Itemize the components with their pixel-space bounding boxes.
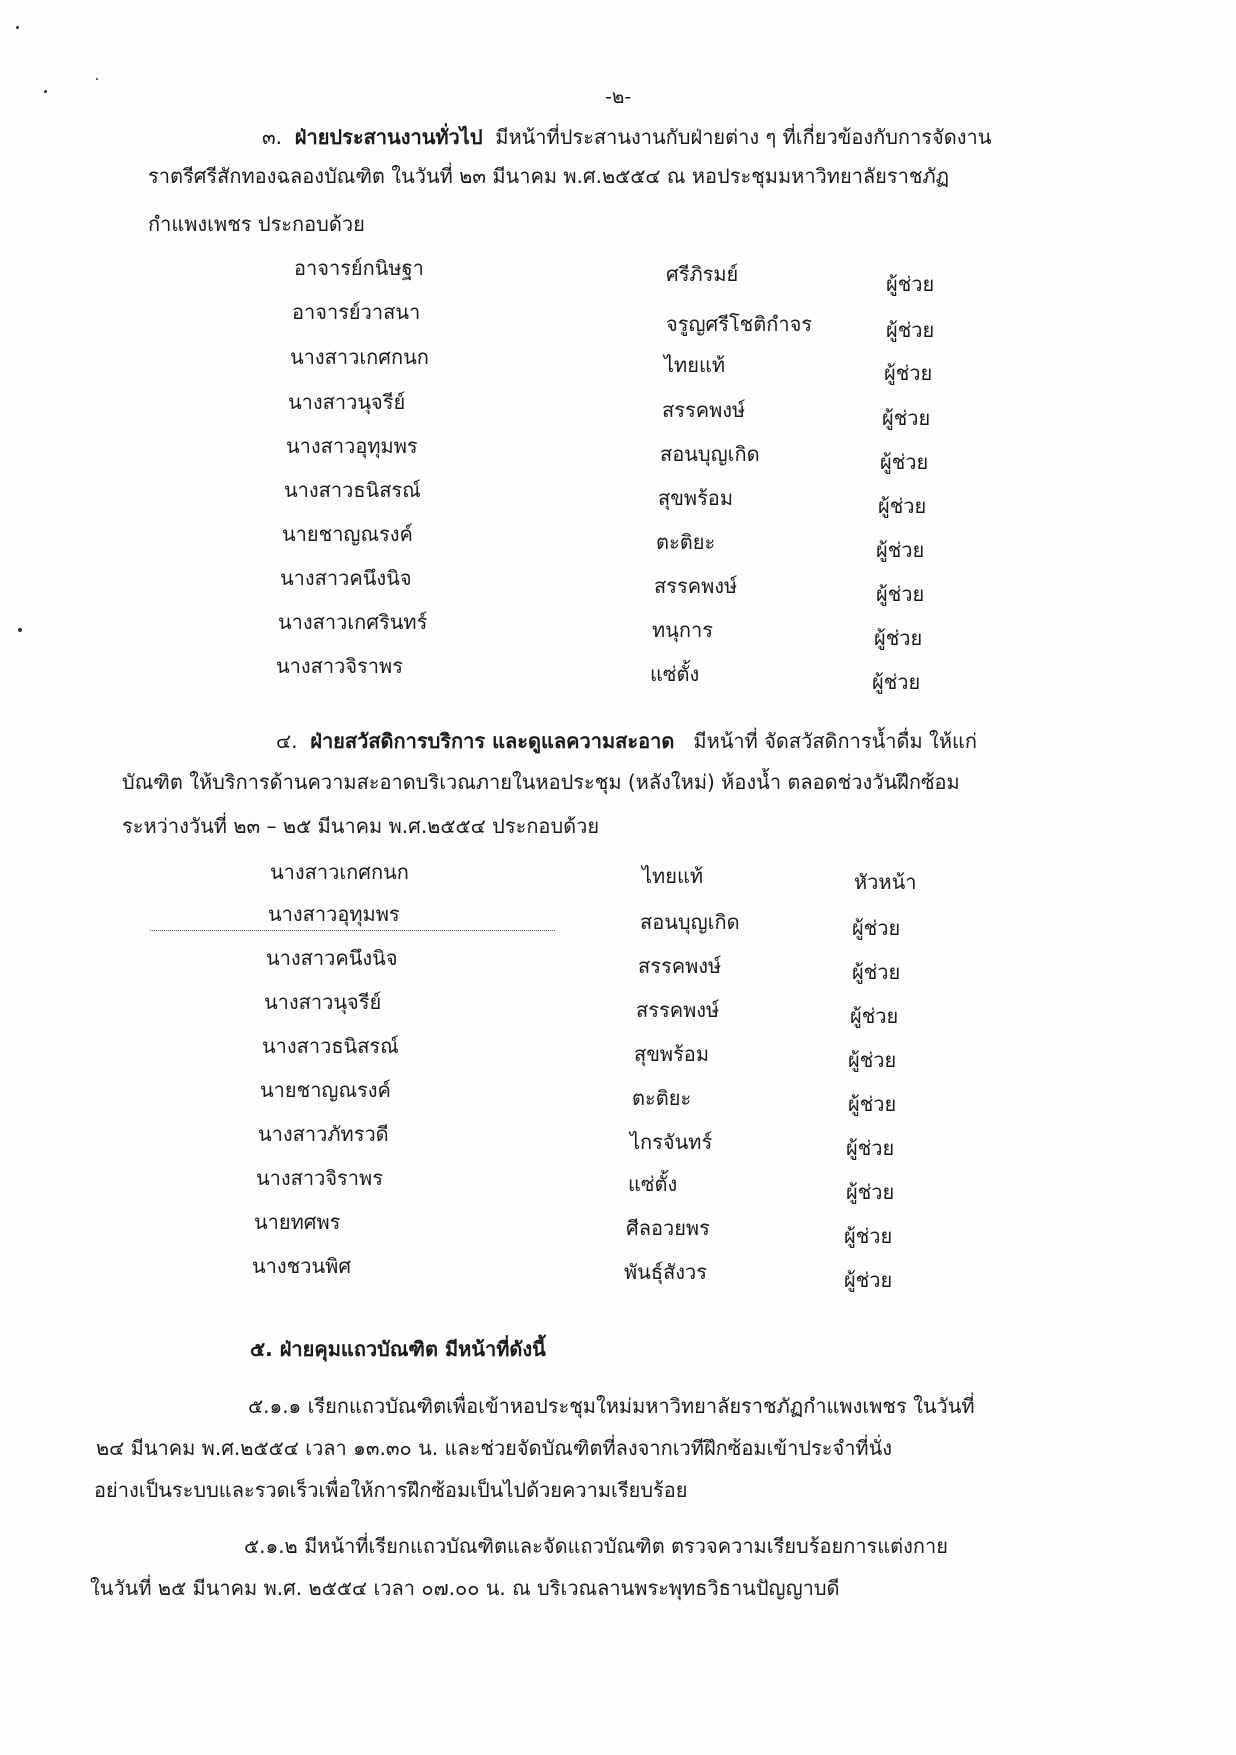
- member-last-name: จรูญศรีโชติกำจร: [666, 312, 813, 336]
- member-first-name: นายชาญณรงค์: [282, 522, 413, 546]
- section5-item1-line1: ๕.๑.๑ เรียกแถวบัณฑิตเพื่อเข้าหอประชุมใหม่มหาวิทยาลัยราชภัฏกำแพงเพชร ในวันที่: [248, 1394, 975, 1418]
- member-first-name: นางชวนพิศ: [252, 1254, 352, 1278]
- member-last-name: ไกรจันทร์: [630, 1130, 713, 1154]
- scan-speck: [16, 26, 19, 29]
- member-first-name: นางสาวธนิสรณ์: [262, 1034, 399, 1058]
- section4-duty: มีหน้าที่ จัดสวัสดิการน้ำดื่ม ให้แก่: [693, 729, 978, 753]
- member-role: ผู้ช่วย: [852, 960, 901, 984]
- section5-heading: ๕. ฝ่ายคุมแถวบัณฑิต มีหน้าที่ดังนี้: [250, 1337, 546, 1361]
- member-role: ผู้ช่วย: [886, 318, 935, 342]
- scan-speck: [44, 90, 47, 93]
- section3-title: ฝ่ายประสานงานทั่วไป: [294, 125, 483, 149]
- section3-line2: ราตรีศรีสักทองฉลองบัณฑิต ในวันที่ ๒๓ มีนาคม พ.ศ.๒๕๕๔ ณ หอประชุมมหาวิทยาลัยราชภัฏ: [148, 164, 950, 188]
- member-role: ผู้ช่วย: [844, 1268, 893, 1292]
- member-first-name: นางสาวเกศรินทร์: [278, 610, 428, 634]
- scan-speck: [96, 78, 98, 80]
- member-last-name: ไทยแท้: [664, 353, 726, 377]
- member-last-name: สอนบุญเกิด: [640, 910, 740, 934]
- section4-line2: บัณฑิต ให้บริการด้านความสะอาดบริเวณภายในหอประชุม (หลังใหม่) ห้องน้ำ ตลอดช่วงวันฝึกซ้อม: [122, 770, 960, 794]
- member-first-name: นายทศพร: [254, 1210, 341, 1234]
- member-last-name: สรรคพงษ์: [638, 954, 722, 978]
- section5-item2-line1: ๕.๑.๒ มีหน้าที่เรียกแถวบัณฑิตและจัดแถวบัณฑิต ตรวจความเรียบร้อยการแต่งกาย: [244, 1534, 948, 1558]
- dotted-line: [150, 930, 555, 931]
- member-first-name: นางสาวจิราพร: [256, 1166, 383, 1190]
- section3-number: ๓.: [262, 125, 283, 149]
- section3-heading-line: [262, 124, 991, 150]
- section3-line3: กำแพงเพชร ประกอบด้วย: [148, 212, 365, 236]
- member-role: ผู้ช่วย: [886, 272, 935, 296]
- section4-heading-line: [276, 728, 977, 754]
- member-first-name: นางสาวอุทุมพร: [286, 434, 418, 458]
- member-first-name: อาจารย์วาสนา: [292, 300, 421, 324]
- member-role: ผู้ช่วย: [846, 1180, 895, 1204]
- member-last-name: แซ่ตั้ง: [628, 1172, 678, 1196]
- member-role: หัวหน้า: [854, 870, 917, 894]
- scan-speck: [18, 628, 22, 632]
- member-role: ผู้ช่วย: [852, 916, 901, 940]
- member-first-name: นางสาวภัทรวดี: [258, 1122, 389, 1146]
- member-role: ผู้ช่วย: [876, 538, 925, 562]
- page-number: -๒-: [605, 86, 632, 108]
- member-first-name: นางสาวเกศกนก: [270, 860, 409, 884]
- section4-title: ฝ่ายสวัสดิการบริการ และดูแลความสะอาด: [310, 729, 675, 753]
- member-first-name: นางสาวจิราพร: [276, 654, 403, 678]
- member-last-name: สุขพร้อม: [658, 486, 733, 510]
- member-first-name: นางสาวเกศกนก: [290, 345, 429, 369]
- member-first-name: นายชาญณรงค์: [260, 1078, 391, 1102]
- member-role: ผู้ช่วย: [844, 1224, 893, 1248]
- section5-item1-line3: อย่างเป็นระบบและรวดเร็วเพื่อให้การฝึกซ้อมเป็นไปด้วยความเรียบร้อย: [94, 1478, 688, 1502]
- member-last-name: ทนุการ: [652, 618, 713, 642]
- member-role: ผู้ช่วย: [884, 361, 933, 385]
- member-role: ผู้ช่วย: [846, 1136, 895, 1160]
- member-role: ผู้ช่วย: [850, 1004, 899, 1028]
- member-first-name: นางสาวคนึงนิจ: [280, 566, 412, 590]
- member-last-name: แซ่ตั้ง: [650, 662, 700, 686]
- section4-number: ๔.: [276, 729, 298, 753]
- member-last-name: ศรีภิรมย์: [666, 262, 739, 286]
- member-last-name: พันธุ์สังวร: [624, 1260, 708, 1284]
- member-last-name: ตะติยะ: [656, 530, 716, 554]
- member-last-name: ศีลอวยพร: [626, 1216, 710, 1240]
- section3-duty: มีหน้าที่ประสานงานกับฝ่ายต่าง ๆ ที่เกี่ยวข้องกับการจัดงาน: [495, 125, 992, 149]
- member-role: ผู้ช่วย: [878, 494, 927, 518]
- member-first-name: นางสาวอุทุมพร: [268, 902, 400, 926]
- member-first-name: นางสาวนุจรีย์: [264, 990, 382, 1014]
- member-last-name: สอนบุญเกิด: [660, 442, 760, 466]
- member-first-name: นางสาวธนิสรณ์: [284, 478, 421, 502]
- member-last-name: สรรคพงษ์: [636, 998, 720, 1022]
- member-last-name: สรรคพงษ์: [662, 398, 746, 422]
- member-role: ผู้ช่วย: [848, 1048, 897, 1072]
- member-role: ผู้ช่วย: [880, 450, 929, 474]
- member-last-name: สรรคพงษ์: [654, 574, 738, 598]
- member-role: ผู้ช่วย: [872, 670, 921, 694]
- member-role: ผู้ช่วย: [874, 626, 923, 650]
- member-last-name: ไทยแท้: [642, 864, 704, 888]
- section4-line3: ระหว่างวันที่ ๒๓ – ๒๕ มีนาคม พ.ศ.๒๕๕๔ ประกอบด้วย: [122, 814, 600, 838]
- member-role: ผู้ช่วย: [876, 582, 925, 606]
- section5-item2-line2: ในวันที่ ๒๕ มีนาคม พ.ศ. ๒๕๕๔ เวลา ๐๗.๐๐ น. ณ บริเวณลานพระพุทธวิธานปัญญาบดี: [90, 1576, 840, 1600]
- member-role: ผู้ช่วย: [882, 406, 931, 430]
- member-first-name: นางสาวนุจรีย์: [288, 390, 406, 414]
- member-role: ผู้ช่วย: [848, 1092, 897, 1116]
- section5-item1-line2: ๒๔ มีนาคม พ.ศ.๒๕๕๔ เวลา ๑๓.๓๐ น. และช่วยจัดบัณฑิตที่ลงจากเวทีฝึกซ้อมเข้าประจำที่นั่ง: [96, 1436, 893, 1460]
- member-last-name: ตะติยะ: [632, 1086, 692, 1110]
- member-first-name: นางสาวคนึงนิจ: [266, 946, 398, 970]
- member-last-name: สุขพร้อม: [634, 1042, 709, 1066]
- member-first-name: อาจารย์กนิษฐา: [294, 256, 424, 280]
